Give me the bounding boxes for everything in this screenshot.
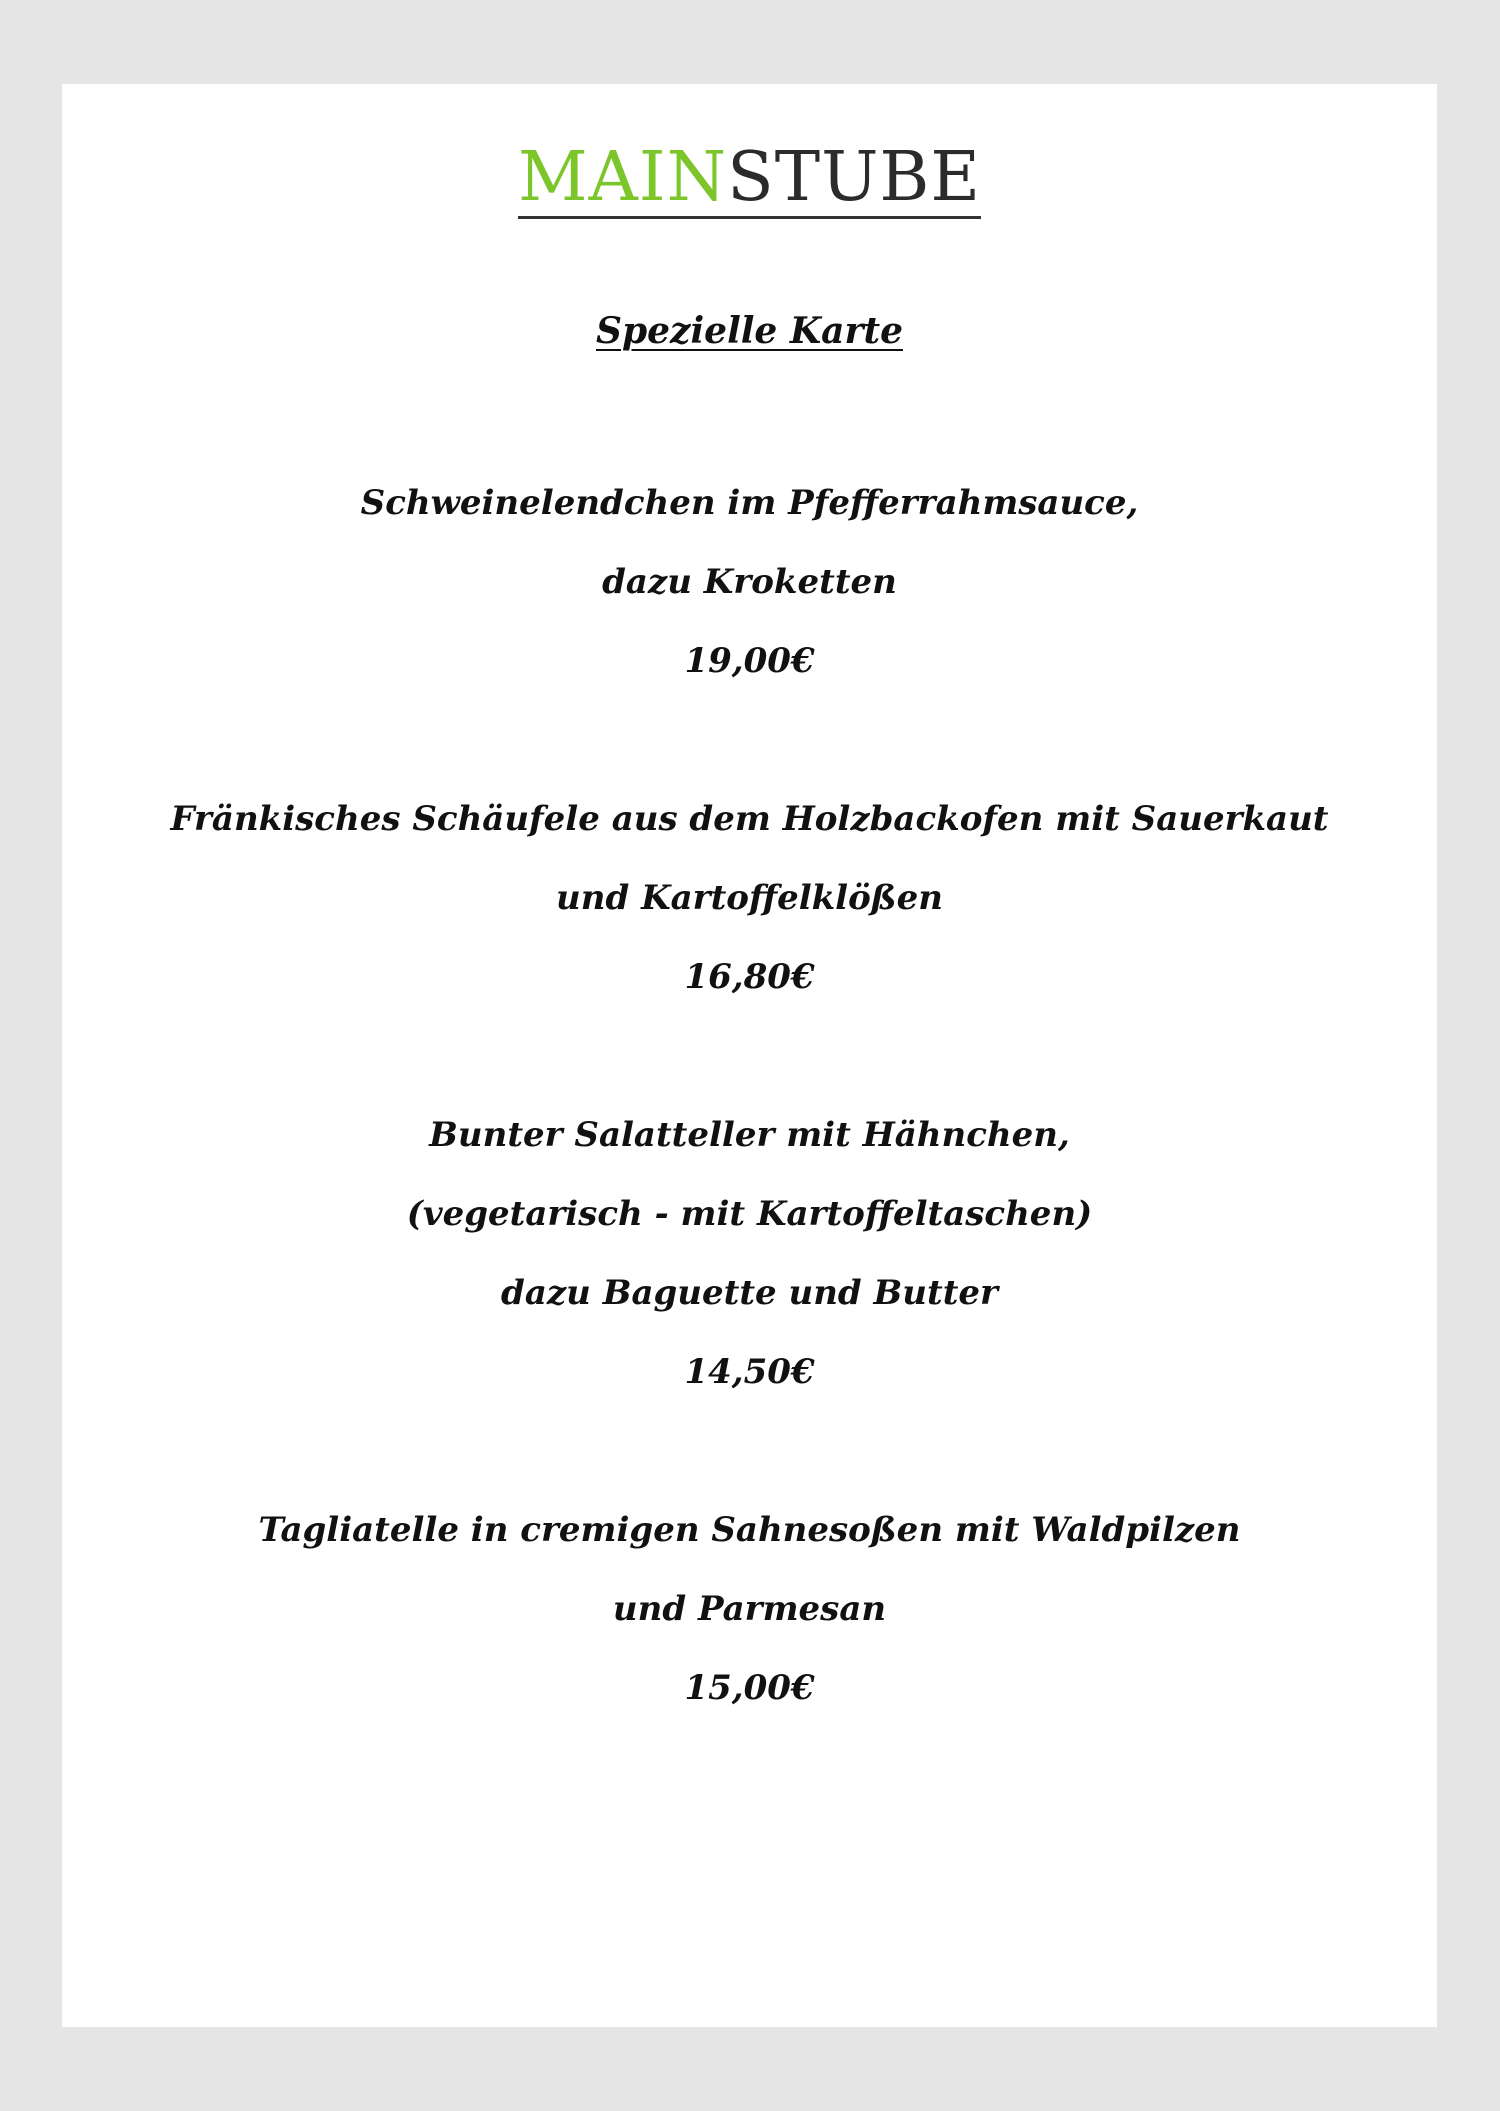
menu-item-price: 16,80€ [684,957,815,997]
menu-item-line: Schweinelendchen im Pfefferrahmsauce, [360,483,1139,523]
menu-item [62,1491,1437,1728]
logo-main-text: MAIN [518,138,728,217]
menu-item-line: dazu Kroketten [602,562,897,602]
menu-item-price: 15,00€ [684,1668,815,1708]
menu-item-line: (vegetarisch - mit Kartoffeltaschen) [406,1194,1093,1234]
menu-page [62,84,1437,2027]
logo-stube-text: STUBE [727,138,981,217]
menu-title: Spezielle Karte [595,310,903,352]
menu-item-line: Tagliatelle in cremigen Sahnesoßen mit Waldpilzen [258,1510,1241,1550]
logo [62,138,1437,219]
logo-wordmark [518,138,981,219]
menu-item-line: dazu Baguette und Butter [501,1273,998,1313]
menu-item-price: 19,00€ [684,641,815,681]
menu-item [62,780,1437,1017]
menu-item-line: und Parmesan [612,1589,887,1629]
menu-item-line: und Kartoffelklößen [556,878,943,918]
menu-item-line: Fränkisches Schäufele aus dem Holzbackofen mit Sauerkaut [170,799,1329,839]
menu-item-line: Bunter Salatteller mit Hähnchen, [429,1115,1070,1155]
menu-item [62,464,1437,701]
menu-list [62,464,1437,1728]
menu-item [62,1096,1437,1412]
menu-item-price: 14,50€ [684,1352,815,1392]
